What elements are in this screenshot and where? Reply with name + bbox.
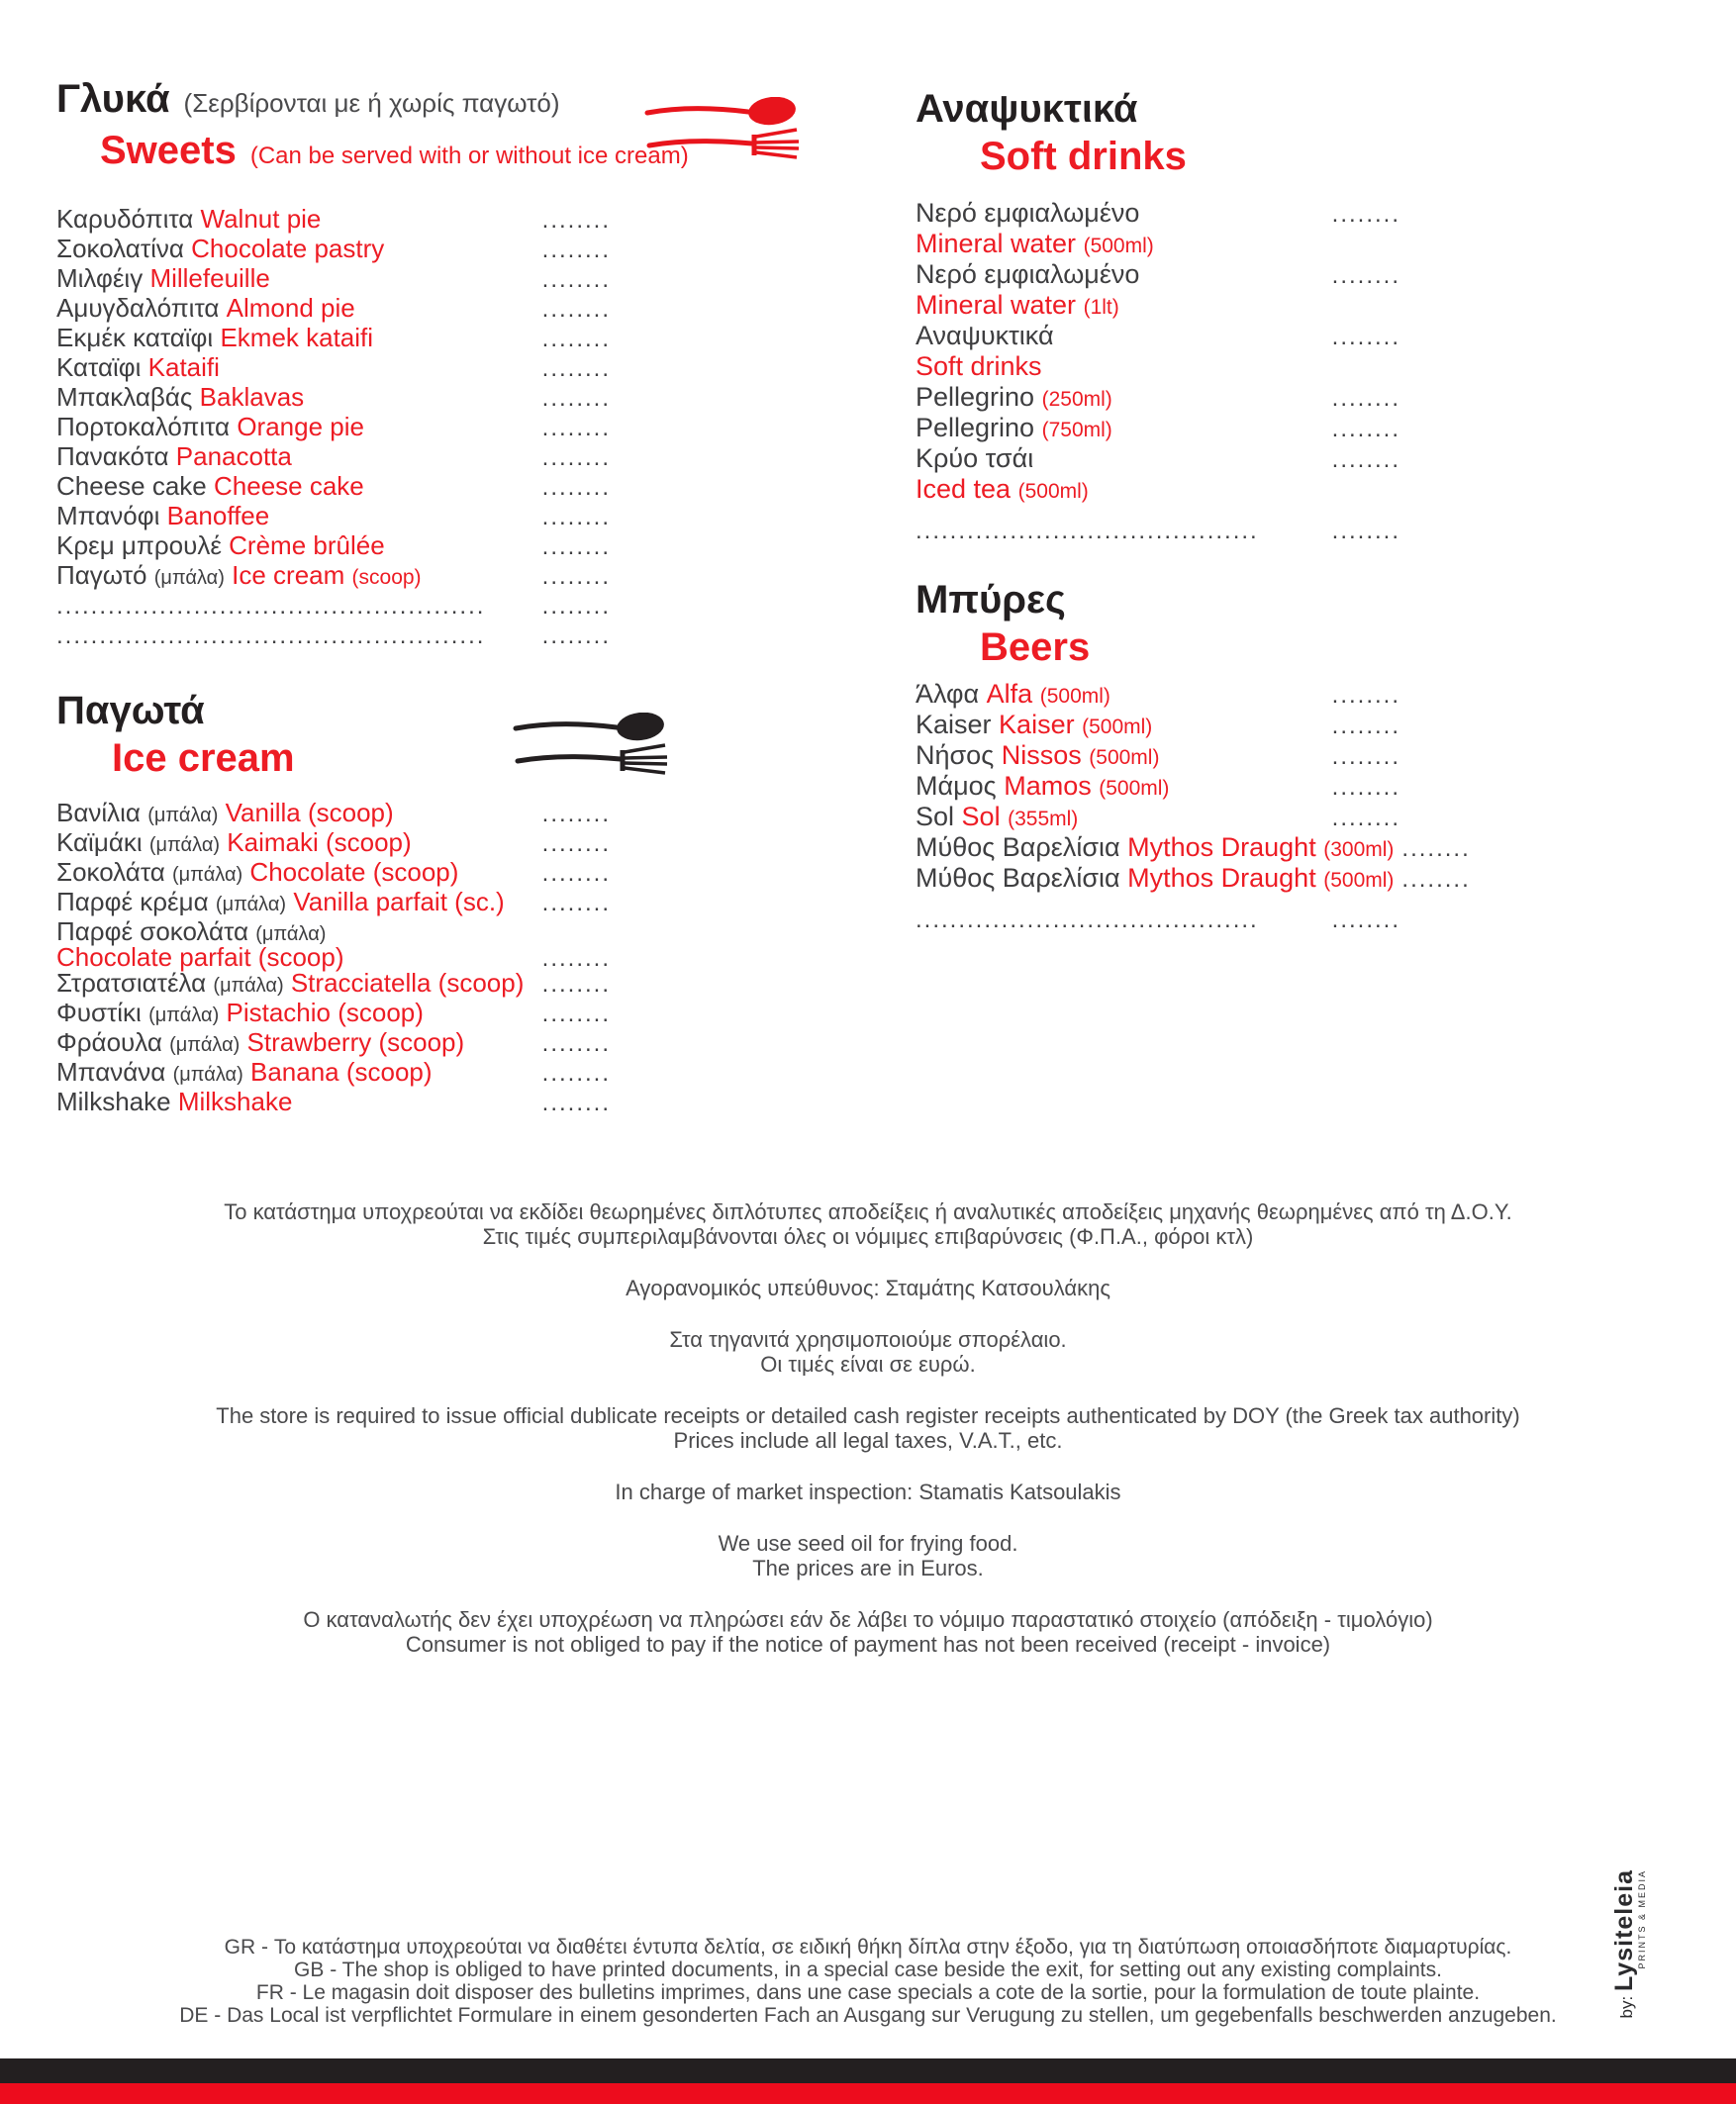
price-dots: ........ xyxy=(1331,446,1400,473)
price-dots: ........ xyxy=(541,444,611,471)
menu-item-row xyxy=(916,740,1400,771)
item-text: Soft drinks xyxy=(916,351,1042,381)
price-dots: ........ xyxy=(541,533,611,560)
price-dots: ........ xyxy=(1331,774,1400,801)
menu-item-row xyxy=(56,234,611,263)
item-text: Νερό εμφιαλωμένο xyxy=(916,198,1140,228)
price-dots: ........ xyxy=(1401,835,1471,862)
item-text: Νερό εμφιαλωμένο xyxy=(916,259,1140,289)
item-text: Φυστίκι (μπάλα) Pistachio (scoop) xyxy=(56,998,424,1027)
price-dots: ........ xyxy=(541,296,611,323)
menu-item-row xyxy=(916,863,1471,894)
price-dots: ........ xyxy=(1331,518,1400,544)
item-text: .................................................. xyxy=(56,622,486,649)
price-dots: ........ xyxy=(541,237,611,263)
softdrinks-title-greek xyxy=(916,85,1400,133)
price-dots: ........ xyxy=(1331,416,1400,442)
section-subtitle: (Σερβίρονται με ή χωρίς παγωτό) xyxy=(183,88,560,118)
item-text: Sol Sol (355ml) xyxy=(916,802,1079,831)
menu-item-row xyxy=(56,620,611,649)
item-text: Mineral water (500ml) xyxy=(916,229,1154,258)
item-text: Pellegrino (250ml) xyxy=(916,382,1112,412)
price-dots: ........ xyxy=(1401,866,1471,893)
price-dots: ........ xyxy=(541,207,611,234)
legal-notices xyxy=(99,1199,1637,1683)
section-title: Παγωτά xyxy=(56,689,205,732)
price-dots: ........ xyxy=(541,971,611,998)
legal-inspector-greek: Αγορανομικός υπεύθυνος: Σταμάτης Κατσουλάκης xyxy=(626,1276,1110,1300)
menu-item-row xyxy=(56,382,611,412)
item-text: Kaiser Kaiser (500ml) xyxy=(916,710,1153,739)
menu-item-row xyxy=(56,471,611,501)
menu-item-row xyxy=(916,443,1400,474)
price-dots: ........ xyxy=(541,1090,611,1116)
softdrinks-items xyxy=(916,198,1400,545)
item-text: Iced tea (500ml) xyxy=(916,474,1089,504)
section-title: Soft drinks xyxy=(980,135,1187,178)
menu-item-row xyxy=(56,441,611,471)
legal-oil-greek: Στα τηγανιτά χρησιμοποιούμε σπορέλαιο. Οι τιμές είναι σε ευρώ. xyxy=(669,1327,1067,1377)
item-text: Νήσος Nissos (500ml) xyxy=(916,740,1160,770)
menu-item-row xyxy=(56,887,611,916)
menu-item-row xyxy=(916,259,1400,290)
item-text: Μιλφέιγ Millefeuille xyxy=(56,263,270,293)
menu-item-row xyxy=(56,827,611,857)
price-dots: ........ xyxy=(1331,385,1400,412)
price-dots: ........ xyxy=(541,266,611,293)
complaints-de: DE - Das Local ist verpflichtet Formulare in einem gesonderten Fach an Ausgang sur Verugung zu stellen, um gegebenfalls beschwerden anzugeben. xyxy=(179,2004,1557,2027)
bottom-red-bar xyxy=(0,2083,1736,2104)
section-beers xyxy=(916,576,1471,934)
menu-item-row xyxy=(56,1027,611,1057)
menu-item-row xyxy=(916,802,1400,832)
icecream-items xyxy=(56,798,611,1116)
menu-item-row xyxy=(916,321,1400,351)
item-text: Κρύο τσάι xyxy=(916,443,1034,473)
item-text: Μύθος Βαρελίσια Mythos Draught (300ml) xyxy=(916,832,1395,862)
price-dots: ........ xyxy=(541,593,611,620)
item-text: Σοκολατίνα Chocolate pastry xyxy=(56,234,385,263)
menu-item-row xyxy=(916,710,1400,740)
menu-item-row xyxy=(56,942,611,972)
complaints-gr: GR - Το κατάστημα υποχρεούται να διαθέτει έντυπα δελτία, σε ειδική θήκη δίπλα στην έξοδο, για τη διατύπωση οποιασδήποτε διαμαρτυρίας. xyxy=(224,1936,1512,1959)
menu-item-row xyxy=(56,560,611,590)
menu-item-row xyxy=(56,412,611,441)
menu-item-row xyxy=(56,293,611,323)
price-dots: ........ xyxy=(541,504,611,530)
menu-item-row xyxy=(916,198,1400,229)
price-dots: ........ xyxy=(541,385,611,412)
complaints-fr: FR - Le magasin doit disposer des bulletins imprimes, dans une case specials a cote de la sortie, pour la formulation de toute plainte. xyxy=(255,1981,1481,2004)
menu-item-row xyxy=(916,290,1400,321)
price-dots: ........ xyxy=(541,622,611,649)
item-text: Παρφέ σοκολάτα (μπάλα) xyxy=(56,916,327,946)
menu-item-row xyxy=(56,590,611,620)
price-dots: ........ xyxy=(541,474,611,501)
menu-item-row xyxy=(56,263,611,293)
menu-item-row xyxy=(56,857,611,887)
section-title: Sweets xyxy=(100,129,237,172)
item-text: Καρυδόπιτα Walnut pie xyxy=(56,204,322,234)
item-text: Κρεμ μπρουλέ Crème brûlée xyxy=(56,530,385,560)
item-text: Αμυγδαλόπιτα Almond pie xyxy=(56,293,355,323)
section-subtitle: (Can be served with or without ice cream) xyxy=(249,143,689,169)
price-dots: ........ xyxy=(541,945,611,972)
item-text: Παγωτό (μπάλα) Ice cream (scoop) xyxy=(56,560,422,590)
menu-item-row xyxy=(916,474,1400,505)
spoon-fork-icon xyxy=(512,713,668,776)
item-text: Mineral water (1lt) xyxy=(916,290,1119,320)
legal-inspector-english: In charge of market inspection: Stamatis Katsoulakis xyxy=(615,1480,1121,1504)
price-dots: ........ xyxy=(1331,713,1400,739)
menu-item-row xyxy=(916,351,1400,382)
item-text: Παρφέ κρέμα (μπάλα) Vanilla parfait (sc.) xyxy=(56,887,505,916)
section-softdrinks xyxy=(916,85,1400,545)
item-text: Chocolate parfait (scoop) xyxy=(56,942,344,972)
price-dots: ........ xyxy=(541,415,611,441)
menu-item-row xyxy=(916,832,1471,863)
menu-item-row xyxy=(56,1087,611,1116)
price-dots: ........ xyxy=(541,1030,611,1057)
item-text: Μάμος Mamos (500ml) xyxy=(916,771,1170,801)
item-text: Αναψυκτικά xyxy=(916,321,1054,350)
item-text: Καταϊφι Kataifi xyxy=(56,352,220,382)
menu-item-row xyxy=(916,679,1400,710)
complaints-gb: GB - The shop is obliged to have printed documents, in a special case beside the exit, for setting out any existing complaints. xyxy=(294,1959,1442,1981)
printer-branding xyxy=(1610,1869,1680,2048)
menu-item-row xyxy=(56,352,611,382)
item-text: Στρατσιατέλα (μπάλα) Stracciatella (scoop) xyxy=(56,968,525,998)
complaints-notices xyxy=(59,1936,1677,2027)
menu-item-row xyxy=(56,998,611,1027)
price-dots: ........ xyxy=(1331,324,1400,350)
menu-item-row xyxy=(56,323,611,352)
legal-receipt-greek: Το κατάστημα υποχρεούται να εκδίδει θεωρημένες διπλότυπες αποδείξεις ή αναλυτικές αποδείξεις μηχανής θεωρημένες από τη Δ.Ο.Υ. Στις τιμές συμπεριλαμβάνονται όλες οι νόμιμες επιβαρύνσεις (Φ.Π.Α., φόροι κτλ) xyxy=(224,1199,1512,1249)
item-text: Εκμέκ καταϊφι Ekmek kataifi xyxy=(56,323,374,352)
price-dots: ........ xyxy=(1331,262,1400,289)
beers-items xyxy=(916,679,1471,934)
item-text: Καϊμάκι (μπάλα) Kaimaki (scoop) xyxy=(56,827,412,857)
item-text: Σοκολάτα (μπάλα) Chocolate (scoop) xyxy=(56,857,459,887)
price-dots: ........ xyxy=(541,830,611,857)
beers-title-english xyxy=(916,623,1400,671)
price-dots: ........ xyxy=(541,890,611,916)
price-dots: ........ xyxy=(541,563,611,590)
section-title: Αναψυκτικά xyxy=(916,87,1138,131)
item-text: Pellegrino (750ml) xyxy=(916,413,1112,442)
branding-name: by: Lysiteleia xyxy=(1610,1869,1638,2019)
price-dots: ........ xyxy=(541,1001,611,1027)
section-title: Ice cream xyxy=(112,736,295,780)
bottom-black-bar xyxy=(0,2058,1736,2083)
item-text: Άλφα Alfa (500ml) xyxy=(916,679,1110,709)
price-dots: ........ xyxy=(1331,682,1400,709)
price-dots: ........ xyxy=(1331,743,1400,770)
beers-title-greek xyxy=(916,576,1400,623)
item-text: ........................................ xyxy=(916,907,1259,933)
menu-item-row xyxy=(916,413,1400,443)
item-text: Μύθος Βαρελίσια Mythos Draught (500ml) xyxy=(916,863,1395,893)
menu-item-row xyxy=(916,904,1400,934)
menu-item-row xyxy=(56,530,611,560)
price-dots: ........ xyxy=(541,801,611,827)
legal-consumer: Ο καταναλωτής δεν έχει υποχρέωση να πληρώσει εάν δε λάβει το νόμιμο παραστατικό στοιχείο (απόδειξη - τιμολόγιο) Consumer is not obliged to pay if the notice of payment has not been received (receipt - invoice) xyxy=(303,1607,1433,1657)
section-sweets xyxy=(56,75,799,649)
sweets-items xyxy=(56,204,611,649)
price-dots: ........ xyxy=(541,326,611,352)
spoon-fork-icon xyxy=(643,97,800,160)
item-text: Μπακλαβάς Baklavas xyxy=(56,382,305,412)
menu-item-row xyxy=(916,515,1400,545)
menu-item-row xyxy=(56,916,611,946)
item-text: Πορτοκαλόπιτα Orange pie xyxy=(56,412,364,441)
softdrinks-title-english xyxy=(916,133,1400,180)
item-text: Φράουλα (μπάλα) Strawberry (scoop) xyxy=(56,1027,465,1057)
price-dots: ........ xyxy=(541,860,611,887)
price-dots: ........ xyxy=(541,355,611,382)
section-icecream xyxy=(56,687,799,1116)
item-text: Milkshake Milkshake xyxy=(56,1087,293,1116)
menu-item-row xyxy=(916,229,1400,259)
legal-receipt-english: The store is required to issue official dublicate receipts or detailed cash register receipts authenticated by DOY (the Greek tax authority) Prices include all legal taxes, V.A.T., etc. xyxy=(216,1403,1520,1453)
price-dots: ........ xyxy=(1331,805,1400,831)
item-text: Μπανάνα (μπάλα) Banana (scoop) xyxy=(56,1057,433,1087)
section-title: Γλυκά xyxy=(56,77,170,121)
menu-item-row xyxy=(56,798,611,827)
menu-item-row xyxy=(56,501,611,530)
menu-item-row xyxy=(916,771,1400,802)
price-dots: ........ xyxy=(541,1060,611,1087)
menu-item-row xyxy=(56,968,611,998)
icecream-title-english xyxy=(56,734,799,782)
item-text: ........................................ xyxy=(916,518,1259,544)
item-text: Μπανόφι Banoffee xyxy=(56,501,270,530)
menu-item-row xyxy=(916,382,1400,413)
branding-tagline: PRINTS & MEDIA xyxy=(1637,1869,1647,1969)
legal-oil-english: We use seed oil for frying food. The prices are in Euros. xyxy=(718,1531,1018,1580)
section-title: Beers xyxy=(980,625,1091,669)
price-dots: ........ xyxy=(1331,907,1400,933)
icecream-title-greek xyxy=(56,687,799,734)
item-text: Βανίλια (μπάλα) Vanilla (scoop) xyxy=(56,798,394,827)
section-title: Μπύρες xyxy=(916,578,1066,622)
item-text: .................................................. xyxy=(56,593,486,620)
price-dots: ........ xyxy=(1331,201,1400,228)
item-text: Cheese cake Cheese cake xyxy=(56,471,364,501)
menu-item-row xyxy=(56,1057,611,1087)
item-text: Πανακότα Panacotta xyxy=(56,441,292,471)
menu-item-row xyxy=(56,204,611,234)
